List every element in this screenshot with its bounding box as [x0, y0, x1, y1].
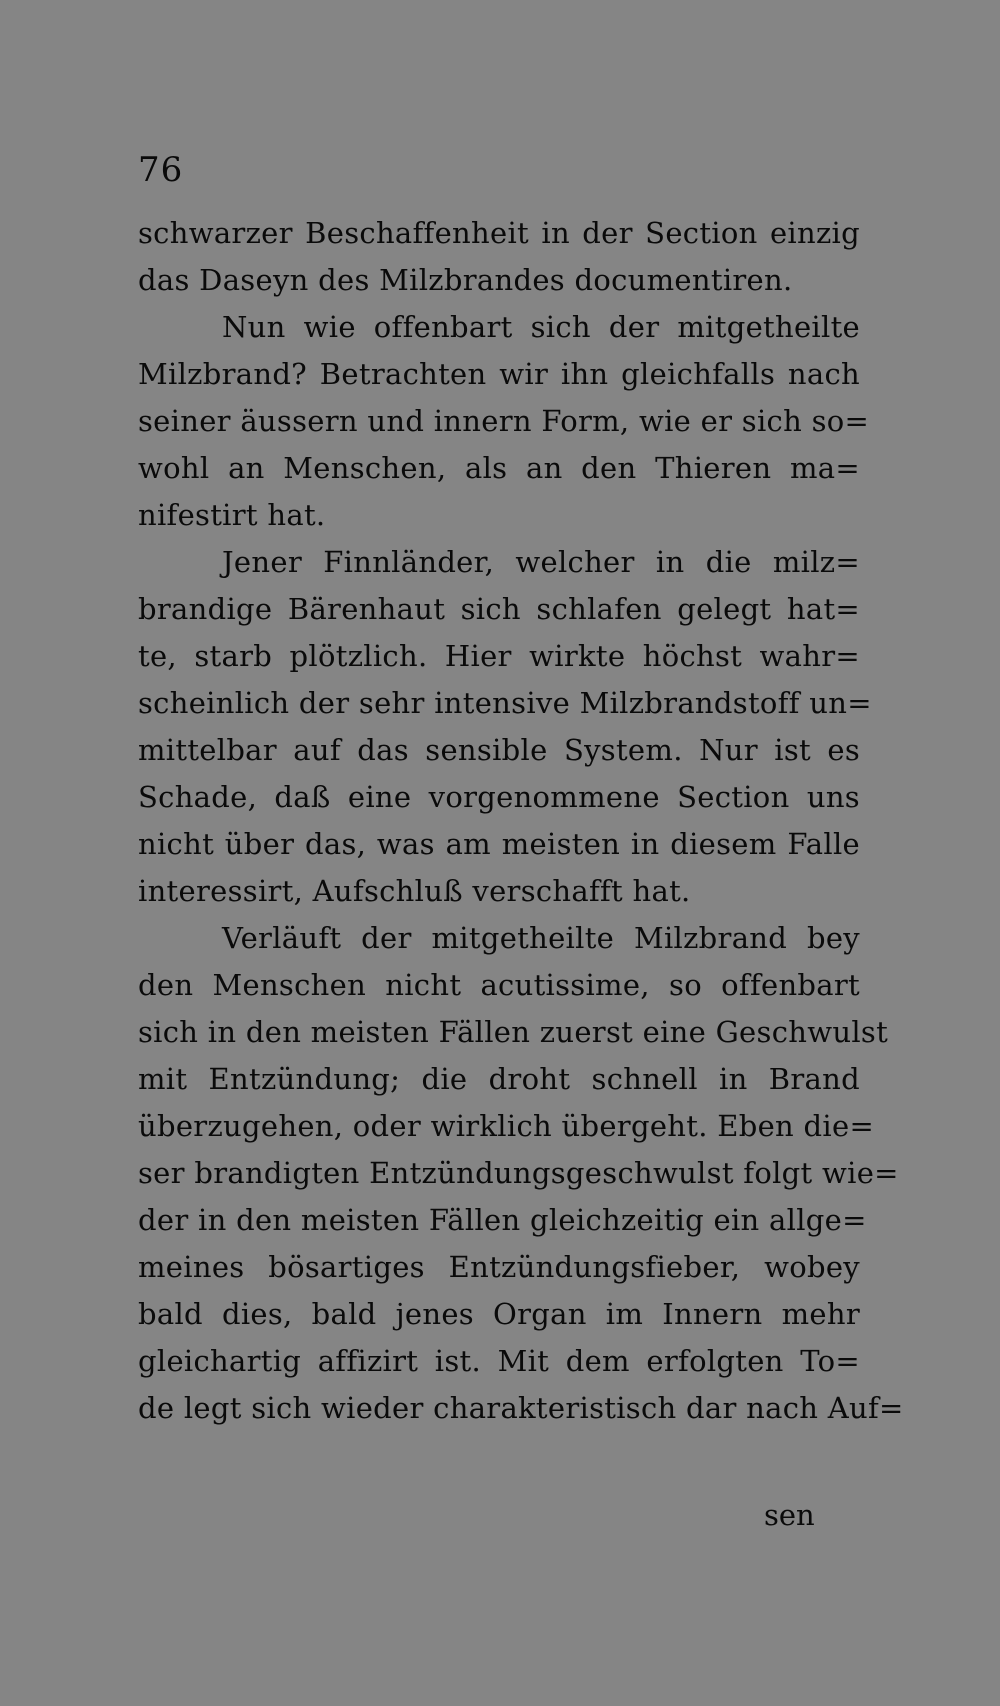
- text-line: seiner äussern und innern Form, wie er sich so=: [138, 404, 870, 438]
- text-line: brandige Bärenhaut sich schlafen gelegt hat=: [138, 592, 860, 626]
- text-line: nicht über das, was am meisten in diesem Falle: [138, 827, 860, 861]
- text-line: te, starb plötzlich. Hier wirkte höchst wahr=: [138, 639, 860, 673]
- text-line: nifestirt hat.: [138, 498, 326, 532]
- text-line: mittelbar auf das sensible System. Nur ist es: [138, 733, 860, 767]
- text-line: mit Entzündung; die droht schnell in Brand: [138, 1062, 860, 1096]
- text-line: interessirt, Aufschluß verschafft hat.: [138, 874, 691, 908]
- text-line: sich in den meisten Fällen zuerst eine Geschwulst: [138, 1015, 889, 1049]
- text-line: gleichartig affizirt ist. Mit dem erfolgten To=: [138, 1344, 860, 1378]
- catchword: sen: [764, 1498, 815, 1532]
- text-line: Nun wie offenbart sich der mitgetheilte: [222, 310, 860, 344]
- paragraph: [138, 210, 860, 304]
- text-line: das Daseyn des Milzbrandes documentiren.: [138, 263, 793, 297]
- text-line: meines bösartiges Entzündungsfieber, wobey: [138, 1250, 860, 1284]
- text-line: überzugehen, oder wirklich übergeht. Eben die=: [138, 1109, 875, 1143]
- text-line: wohl an Menschen, als an den Thieren ma=: [138, 451, 860, 485]
- text-line: der in den meisten Fällen gleichzeitig ein allge=: [138, 1203, 867, 1237]
- paragraph: [138, 304, 870, 539]
- text-line: Verläuft der mitgetheilte Milzbrand bey: [222, 921, 860, 955]
- body-text: [138, 210, 904, 1432]
- text-line: de legt sich wieder charakteristisch dar nach Auf=: [138, 1391, 904, 1425]
- text-line: schwarzer Beschaffenheit in der Section einzig: [138, 216, 860, 250]
- text-line: Jener Finnländer, welcher in die milz=: [222, 545, 860, 579]
- text-line: bald dies, bald jenes Organ im Innern mehr: [138, 1297, 860, 1331]
- text-line: Milzbrand? Betrachten wir ihn gleichfalls nach: [138, 357, 860, 391]
- text-line: Schade, daß eine vorgenommene Section uns: [138, 780, 860, 814]
- text-line: scheinlich der sehr intensive Milzbrandstoff un=: [138, 686, 872, 720]
- text-line: ser brandigten Entzündungsgeschwulst folgt wie=: [138, 1156, 899, 1190]
- text-line: den Menschen nicht acutissime, so offenbart: [138, 968, 860, 1002]
- page-number: 76: [138, 150, 184, 190]
- paragraph: [138, 539, 872, 915]
- paragraph: [138, 915, 904, 1432]
